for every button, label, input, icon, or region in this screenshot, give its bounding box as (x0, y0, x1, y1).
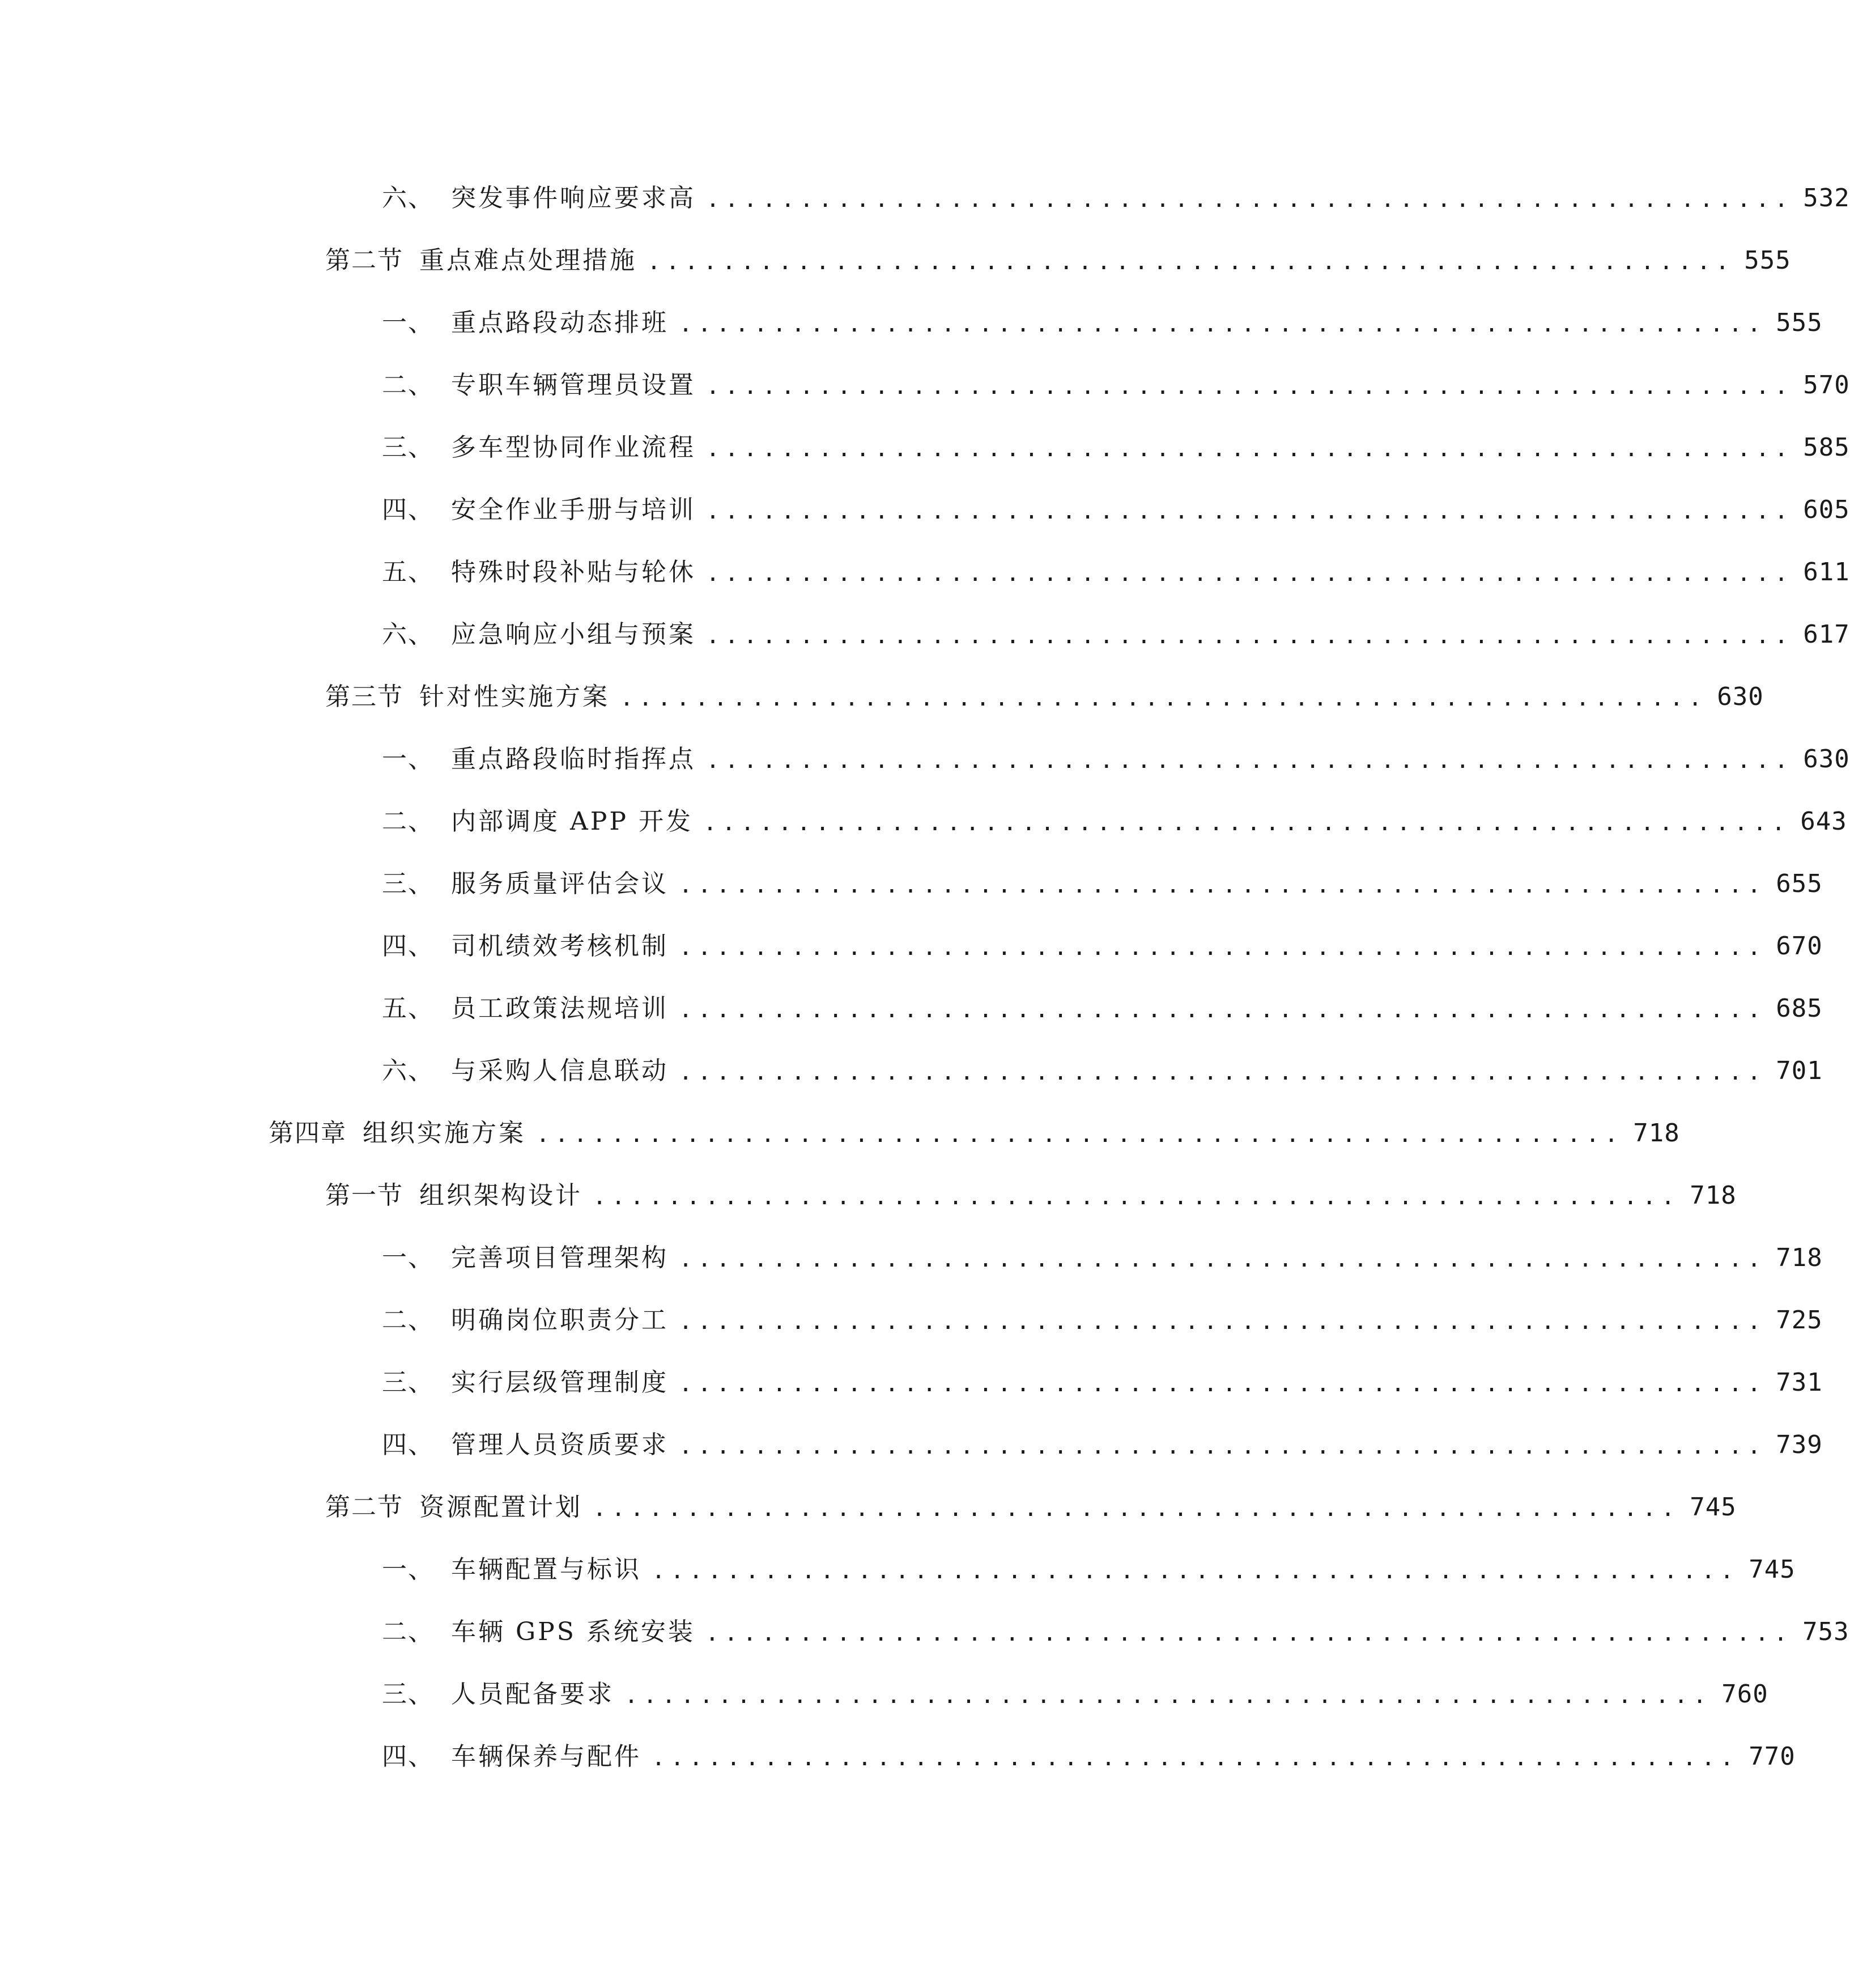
toc-entry-page: 555 (1744, 246, 1791, 275)
toc-entry[interactable] (0, 1422, 1823, 1468)
toc-entry-title: 车辆 GPS 系统安装 (451, 1617, 695, 1646)
toc-entry-page: 745 (1690, 1493, 1737, 1522)
toc-entry-number: 五、 (382, 558, 434, 587)
toc-entry-page: 611 (1803, 558, 1850, 587)
dot-leader: .......................................................... (624, 1683, 1712, 1709)
dot-leader: .......................................................... (703, 810, 1791, 836)
toc-entry-number: 四、 (382, 1742, 434, 1771)
toc-entry-title: 重点路段临时指挥点 (451, 745, 696, 774)
toc-entry-title: 车辆配置与标识 (451, 1555, 641, 1584)
toc-entry-page: 585 (1803, 433, 1850, 462)
toc-entry-title: 针对性实施方案 (419, 682, 610, 711)
toc-entry-title: 完善项目管理架构 (451, 1243, 669, 1272)
toc-entry-number: 第二节 (325, 1493, 403, 1522)
toc-entry-title: 与采购人信息联动 (451, 1056, 669, 1085)
toc-entry[interactable] (0, 737, 1850, 782)
toc-entry-number: 六、 (382, 184, 434, 213)
toc-entry-number: 三、 (382, 433, 434, 462)
toc-entry-number: 一、 (382, 1243, 434, 1272)
toc-entry-number: 六、 (382, 620, 434, 649)
toc-entry-page: 630 (1717, 682, 1764, 711)
toc-entry-title: 组织架构设计 (419, 1181, 582, 1210)
dot-leader: .......................................................... (593, 1496, 1680, 1522)
toc-entry-number: 二、 (382, 807, 434, 836)
dot-leader: .......................................................... (679, 1246, 1766, 1272)
toc-entry-number: 四、 (382, 932, 434, 961)
toc-entry-title: 管理人员资质要求 (451, 1430, 669, 1459)
toc-entry-title: 司机绩效考核机制 (451, 932, 669, 961)
dot-leader: .......................................................... (706, 747, 1793, 774)
dot-leader: .......................................................... (593, 1184, 1680, 1210)
toc-entry[interactable] (0, 1048, 1823, 1094)
toc-entry-number: 三、 (382, 1368, 434, 1397)
toc-entry[interactable] (0, 363, 1850, 408)
toc-entry[interactable] (0, 425, 1850, 470)
toc-entry-page: 731 (1776, 1368, 1823, 1397)
dot-leader: .......................................................... (679, 934, 1766, 961)
toc-entry-number: 三、 (382, 1680, 434, 1709)
toc-entry-title: 应急响应小组与预案 (451, 620, 696, 649)
toc-entry-title: 车辆保养与配件 (451, 1742, 641, 1771)
dot-leader: .......................................................... (679, 1433, 1766, 1459)
dot-leader: .......................................................... (679, 1059, 1766, 1085)
toc-entry-page: 718 (1633, 1119, 1680, 1148)
toc-entry-title: 特殊时段补贴与轮休 (451, 558, 696, 587)
toc-entry[interactable] (0, 924, 1823, 969)
toc-entry[interactable] (0, 1672, 1768, 1717)
toc-entry[interactable] (0, 238, 1791, 283)
toc-entry-title: 组织实施方案 (363, 1119, 526, 1148)
toc-entry-number: 三、 (382, 869, 434, 898)
toc-entry-page: 532 (1803, 184, 1850, 213)
dot-leader: .......................................................... (705, 1620, 1793, 1646)
toc-entry[interactable] (0, 487, 1850, 533)
toc-entry[interactable] (0, 861, 1823, 907)
toc-entry-number: 一、 (382, 745, 434, 774)
dot-leader: .......................................................... (706, 623, 1793, 649)
dot-leader: .......................................................... (706, 498, 1793, 524)
toc-entry[interactable] (0, 1485, 1737, 1530)
toc-entry[interactable] (0, 799, 1847, 844)
toc-entry-number: 第一节 (325, 1181, 403, 1210)
toc-entry-page: 643 (1800, 807, 1847, 836)
toc-entry-number: 第二节 (325, 246, 403, 275)
toc-entry[interactable] (0, 1360, 1823, 1405)
toc-entry[interactable] (0, 1173, 1737, 1218)
toc-entry-title: 服务质量评估会议 (451, 869, 669, 898)
toc-entry-page: 655 (1776, 869, 1823, 898)
toc-entry[interactable] (0, 1111, 1680, 1156)
toc-entry-title: 突发事件响应要求高 (451, 184, 696, 213)
toc-entry-title: 安全作业手册与培训 (451, 495, 696, 524)
dot-leader: .......................................................... (679, 997, 1766, 1023)
dot-leader: .......................................................... (647, 249, 1734, 275)
toc-entry[interactable] (0, 612, 1850, 657)
toc-entry-page: 760 (1721, 1680, 1768, 1709)
toc-entry[interactable] (0, 1734, 1796, 1779)
toc-entry-page: 701 (1776, 1056, 1823, 1085)
toc-entry[interactable] (0, 986, 1823, 1031)
dot-leader: .......................................................... (620, 685, 1707, 711)
toc-entry[interactable] (0, 300, 1823, 346)
toc-entry-page: 555 (1776, 308, 1823, 337)
toc-entry-page: 685 (1776, 994, 1823, 1023)
toc-entry-page: 617 (1803, 620, 1850, 649)
dot-leader: .......................................................... (679, 872, 1766, 898)
toc-entry-title: 人员配备要求 (451, 1680, 614, 1709)
toc-entry-page: 739 (1776, 1430, 1823, 1459)
toc-entry-title: 重点难点处理措施 (419, 246, 637, 275)
toc-entry[interactable] (0, 1298, 1823, 1343)
toc-entry-number: 一、 (382, 1555, 434, 1584)
dot-leader: .......................................................... (652, 1745, 1739, 1771)
toc-entry-title: 员工政策法规培训 (451, 994, 669, 1023)
toc-entry-number: 第四章 (269, 1119, 347, 1148)
toc-entry-number: 六、 (382, 1056, 434, 1085)
toc-entry-number: 四、 (382, 495, 434, 524)
toc-entry-number: 二、 (382, 1617, 434, 1646)
toc-entry-page: 725 (1776, 1306, 1823, 1335)
toc-entry-page: 745 (1749, 1555, 1796, 1584)
dot-leader: .......................................................... (536, 1122, 1623, 1148)
dot-leader: .......................................................... (706, 560, 1793, 587)
toc-entry-number: 一、 (382, 308, 434, 337)
toc-entry-page: 718 (1776, 1243, 1823, 1272)
toc-entry-number: 第三节 (325, 682, 403, 711)
dot-leader: .......................................................... (652, 1558, 1739, 1584)
toc-entry-number: 五、 (382, 994, 434, 1023)
toc-entry[interactable] (0, 1547, 1796, 1592)
toc-entry-title: 明确岗位职责分工 (451, 1306, 669, 1335)
toc-entry-title: 多车型协同作业流程 (451, 433, 696, 462)
toc-entry[interactable] (0, 1609, 1849, 1655)
toc-entry[interactable] (0, 1235, 1823, 1281)
toc-entry-page: 718 (1690, 1181, 1737, 1210)
toc-entry-number: 四、 (382, 1430, 434, 1459)
toc-entry-page: 770 (1749, 1742, 1796, 1771)
dot-leader: .......................................................... (679, 1309, 1766, 1335)
toc-entry[interactable] (0, 674, 1764, 720)
toc-entry-number: 二、 (382, 371, 434, 400)
toc-entry-title: 重点路段动态排班 (451, 308, 669, 337)
toc-entry-page: 753 (1802, 1617, 1849, 1646)
toc-entry-page: 605 (1803, 495, 1850, 524)
toc-entry[interactable] (0, 550, 1850, 595)
dot-leader: .......................................................... (679, 311, 1766, 337)
toc-entry-title: 专职车辆管理员设置 (451, 371, 696, 400)
dot-leader: .......................................................... (706, 373, 1793, 400)
toc-entry-title: 实行层级管理制度 (451, 1368, 669, 1397)
dot-leader: .......................................................... (706, 436, 1793, 462)
toc-entry-number: 二、 (382, 1306, 434, 1335)
toc-entry-title: 资源配置计划 (419, 1493, 582, 1522)
toc-entry-page: 670 (1776, 932, 1823, 961)
toc-entry-page: 570 (1803, 371, 1850, 400)
toc-entry[interactable] (0, 176, 1850, 221)
dot-leader: .......................................................... (679, 1371, 1766, 1397)
dot-leader: .......................................................... (706, 186, 1793, 213)
toc-entry-title: 内部调度 APP 开发 (451, 807, 693, 836)
toc-entry-page: 630 (1803, 745, 1850, 774)
